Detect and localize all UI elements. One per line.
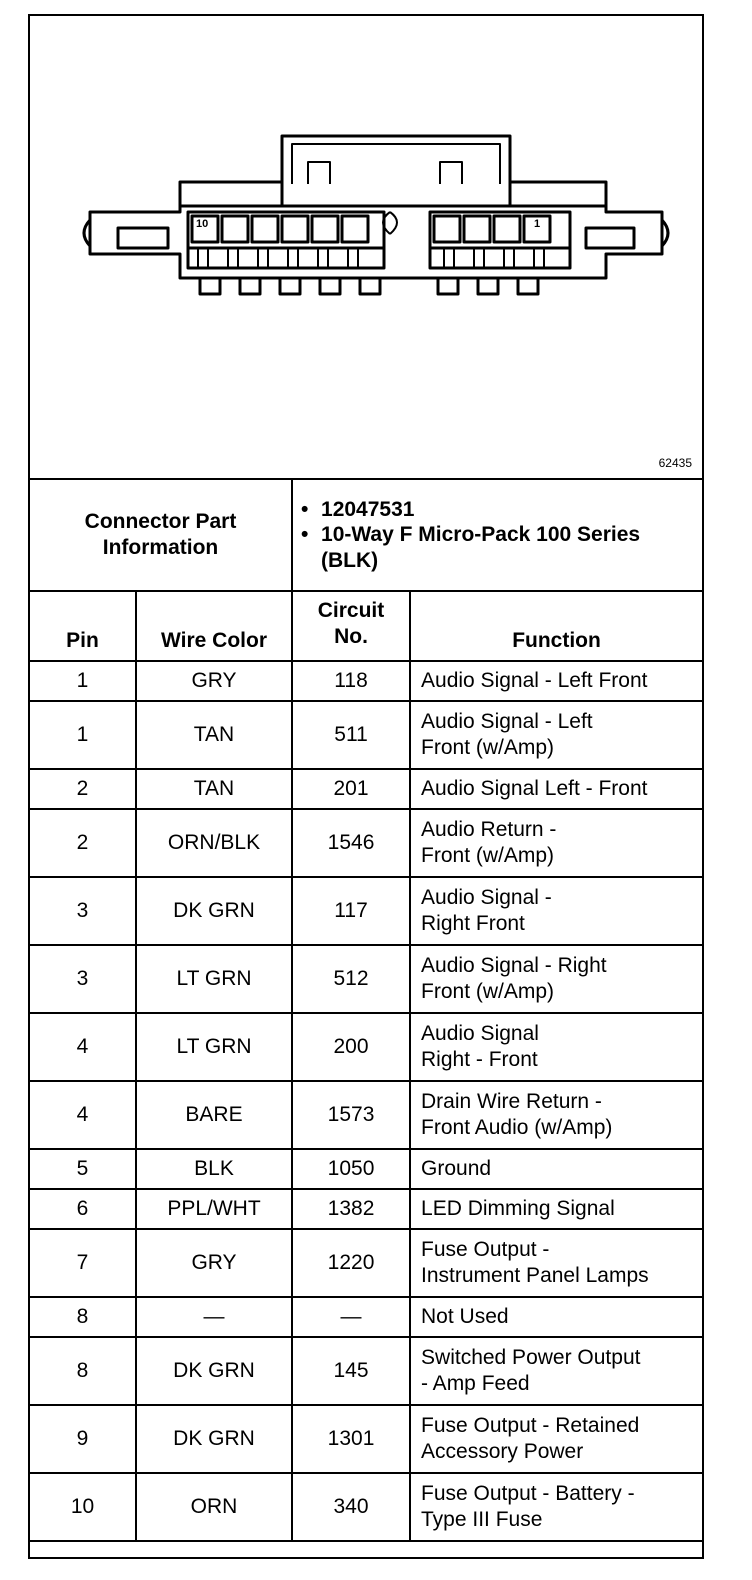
left-cavity-group [188, 212, 384, 294]
wire-color-cell: ORN [136, 1473, 292, 1541]
function-line: Fuse Output - Battery - [421, 1482, 635, 1506]
circuit-cell: 201 [292, 769, 410, 809]
function-cell [410, 1473, 702, 1541]
function-cell [410, 1297, 702, 1337]
circuit-cell: 145 [292, 1337, 410, 1405]
header-function: Function [410, 591, 702, 661]
table-row [30, 877, 702, 945]
table-row [30, 1337, 702, 1405]
circuit-cell: 118 [292, 661, 410, 701]
pin-cell: 8 [30, 1337, 136, 1405]
function-line: Type III Fuse [421, 1508, 543, 1531]
pin-cell: 5 [30, 1149, 136, 1189]
function-line: Front Audio (w/Amp) [421, 1116, 613, 1139]
function-line: Fuse Output - [421, 1238, 550, 1262]
wire-color-cell: GRY [136, 1229, 292, 1297]
table-row [30, 1297, 702, 1337]
pin-cell: 2 [30, 809, 136, 877]
function-line: Audio Signal [421, 1022, 539, 1046]
function-line: - Amp Feed [421, 1372, 530, 1395]
pin-cell: 1 [30, 661, 136, 701]
pin-cell: 1 [30, 701, 136, 769]
pin-1-marker: 1 [534, 218, 541, 230]
table-row [30, 1473, 702, 1541]
function-cell [410, 945, 702, 1013]
pin-cell: 4 [30, 1013, 136, 1081]
wire-color-cell: DK GRN [136, 1337, 292, 1405]
function-line: Drain Wire Return - [421, 1090, 602, 1114]
header-wire-color: Wire Color [136, 591, 292, 661]
function-line: Audio Signal - Left [421, 710, 593, 734]
circuit-cell: 1573 [292, 1081, 410, 1149]
function-cell [410, 1405, 702, 1473]
function-cell [410, 1149, 702, 1189]
pin-cell: 3 [30, 877, 136, 945]
function-line: Front (w/Amp) [421, 844, 555, 867]
pin-cell: 7 [30, 1229, 136, 1297]
wire-color-cell: LT GRN [136, 945, 292, 1013]
wire-color-cell: GRY [136, 661, 292, 701]
pin-cell: 6 [30, 1189, 136, 1229]
wire-color-cell: PPL/WHT [136, 1189, 292, 1229]
wire-color-cell: — [136, 1297, 292, 1337]
table-row [30, 661, 702, 701]
pin-cell: 9 [30, 1405, 136, 1473]
table-row [30, 769, 702, 809]
function-cell [410, 1229, 702, 1297]
function-cell [410, 877, 702, 945]
table-row [30, 809, 702, 877]
function-cell [410, 769, 702, 809]
circuit-cell: 1050 [292, 1149, 410, 1189]
function-line: Instrument Panel Lamps [421, 1264, 649, 1287]
connector-sheet [28, 14, 704, 1559]
circuit-cell: 1220 [292, 1229, 410, 1297]
wire-color-cell: ORN/BLK [136, 809, 292, 877]
function-line: Not Used [421, 1305, 509, 1329]
table-row [30, 1081, 702, 1149]
function-line: Audio Return - [421, 818, 557, 842]
pin-cell: 10 [30, 1473, 136, 1541]
pinout-table [30, 478, 702, 1542]
table-row [30, 945, 702, 1013]
wire-color-cell: BLK [136, 1149, 292, 1189]
connector-info-label: Connector Part Information [30, 479, 292, 591]
header-circuit: Circuit No. [292, 591, 410, 661]
function-line: Audio Signal Left - Front [421, 777, 648, 801]
wire-color-cell: BARE [136, 1081, 292, 1149]
right-cavity-group [430, 212, 570, 294]
pin-cell: 2 [30, 769, 136, 809]
function-cell [410, 701, 702, 769]
wire-color-cell: DK GRN [136, 1405, 292, 1473]
function-line: LED Dimming Signal [421, 1197, 615, 1221]
wire-color-cell: TAN [136, 769, 292, 809]
circuit-cell: 1382 [292, 1189, 410, 1229]
function-line: Audio Signal - Left Front [421, 669, 648, 693]
table-row [30, 1149, 702, 1189]
function-cell [410, 809, 702, 877]
connector-diagram [30, 16, 702, 480]
function-line: Right - Front [421, 1048, 538, 1071]
table-row [30, 1229, 702, 1297]
function-line: Front (w/Amp) [421, 736, 555, 759]
table-row [30, 1189, 702, 1229]
part-number: • 12047531 [299, 497, 696, 523]
function-line: Ground [421, 1157, 492, 1181]
circuit-cell: 1546 [292, 809, 410, 877]
header-pin: Pin [30, 591, 136, 661]
function-cell [410, 1013, 702, 1081]
pin-10-marker: 10 [196, 218, 209, 230]
function-line: Front (w/Amp) [421, 980, 555, 1003]
pin-cell: 3 [30, 945, 136, 1013]
circuit-cell: 1301 [292, 1405, 410, 1473]
pin-cell: 4 [30, 1081, 136, 1149]
table-row [30, 701, 702, 769]
circuit-cell: — [292, 1297, 410, 1337]
circuit-cell: 512 [292, 945, 410, 1013]
function-cell [410, 661, 702, 701]
function-line: Audio Signal - [421, 886, 552, 910]
table-header-row [30, 591, 702, 661]
circuit-cell: 340 [292, 1473, 410, 1541]
function-line: Audio Signal - Right [421, 954, 607, 978]
connector-info-details [292, 479, 702, 591]
function-line: Fuse Output - Retained [421, 1414, 640, 1438]
table-row [30, 1013, 702, 1081]
connector-type: • 10-Way F Micro-Pack 100 Series (BLK) [299, 522, 696, 573]
function-line: Accessory Power [421, 1440, 584, 1463]
function-cell [410, 1337, 702, 1405]
figure-id: 62435 [658, 456, 692, 470]
circuit-cell: 200 [292, 1013, 410, 1081]
circuit-cell: 117 [292, 877, 410, 945]
table-row [30, 1405, 702, 1473]
connector-illustration [30, 16, 702, 476]
connector-info-row [30, 479, 702, 591]
function-cell [410, 1081, 702, 1149]
wire-color-cell: DK GRN [136, 877, 292, 945]
wire-color-cell: LT GRN [136, 1013, 292, 1081]
pin-cell: 8 [30, 1297, 136, 1337]
function-line: Switched Power Output [421, 1346, 641, 1370]
wire-color-cell: TAN [136, 701, 292, 769]
function-cell [410, 1189, 702, 1229]
circuit-cell: 511 [292, 701, 410, 769]
function-line: Right Front [421, 912, 525, 935]
